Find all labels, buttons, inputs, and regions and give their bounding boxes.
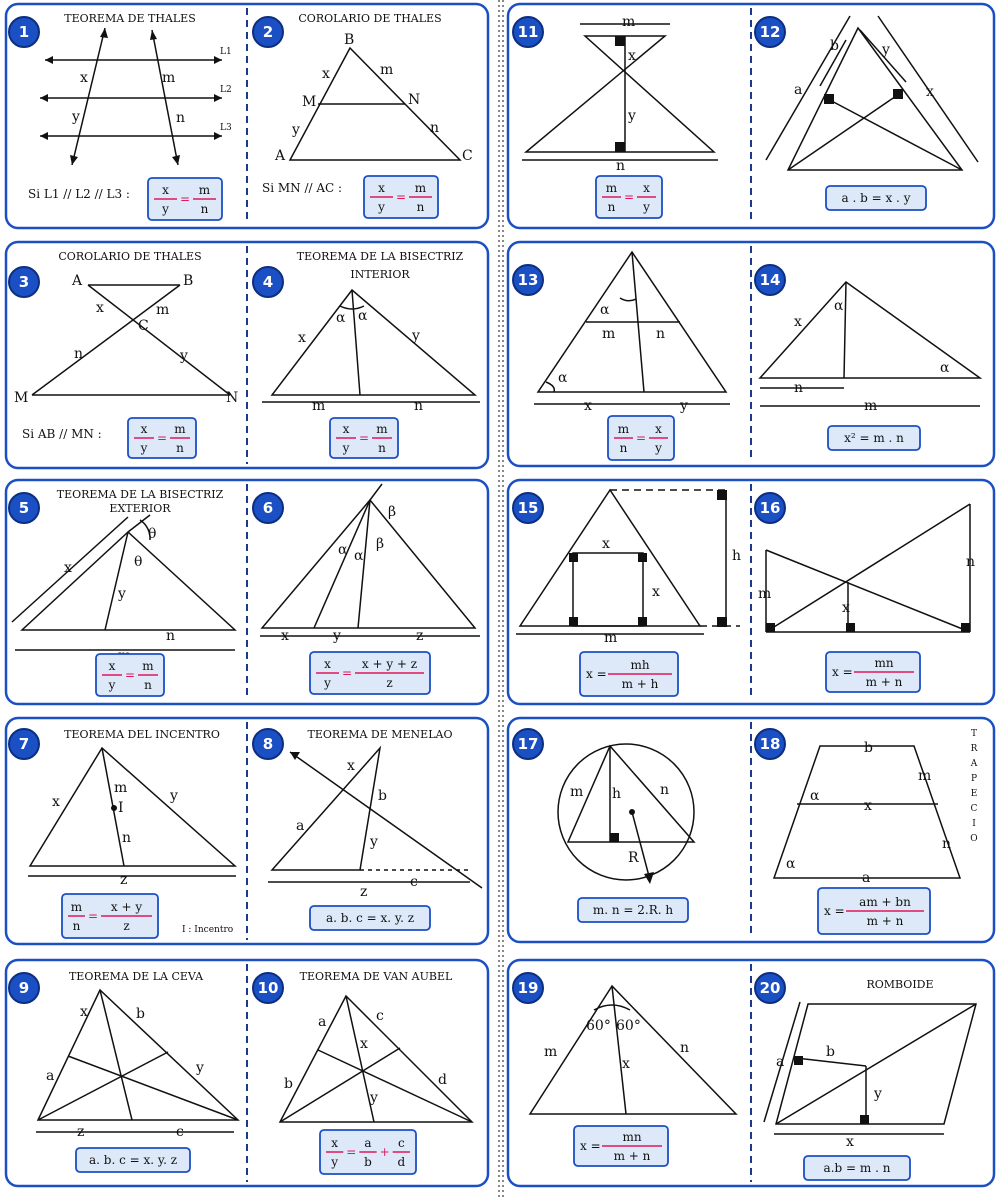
card-5-title-line2: EXTERIOR [109,502,171,515]
card-20-title: ROMBOIDE [866,978,934,991]
card-17 [558,744,694,884]
card-11 [522,14,718,174]
formula-lhs: x = [824,904,845,918]
card-6 [260,484,480,644]
formula-numerator: m [414,181,427,195]
formula-denominator: n [200,202,209,216]
card-3-label: m [156,302,170,318]
formula-box [608,416,674,460]
card-19 [530,986,736,1114]
formula-denominator: y [643,200,650,214]
card-16-label: x [842,600,850,616]
card-17-label: m [570,784,584,800]
formula-numerator: m [605,181,618,195]
card-2-label: N [408,92,421,108]
formula-box [826,186,926,210]
card-20-label: y [874,1086,882,1102]
card-14-label: m [864,398,878,414]
formula-operator: = [87,909,99,923]
card-3-label: n [74,346,84,362]
card-12-label: x [926,84,934,100]
card-13-label: m [602,326,616,342]
trapecio-letter: C [970,804,978,814]
card-13-label: y [680,398,688,414]
card-18-label: m [918,768,932,784]
card-5-label: x [64,560,72,576]
formula-lhs: x = [580,1139,601,1153]
formula-operator: = [358,431,370,445]
card-11-label: m [622,14,636,30]
card-2-label: A [275,148,286,164]
card-15-label: h [732,548,742,564]
formula-box [128,418,196,458]
formula-text: a. b. c = x. y. z [325,911,415,925]
card-9-label: c [176,1124,184,1140]
card-18-label: x [864,798,872,814]
card-11-label: y [628,108,636,124]
formula-text: a. b. c = x. y. z [88,1153,178,1167]
card-20-label: a [776,1054,785,1070]
card-number: 6 [262,499,274,517]
card-number: 12 [759,23,781,41]
card-12-label: y [882,42,890,58]
formula-operator: = [346,1145,357,1159]
card-5-label: y [118,586,126,602]
card-14-label: α [940,360,950,376]
formula-box [804,1156,910,1180]
card-2-label: C [462,148,473,164]
card-17-label: h [612,786,622,802]
card-7-label: x [52,794,60,810]
formula-numerator: am + bn [859,895,911,909]
formula-denominator: n [144,678,152,692]
formula-denominator: y [342,441,350,455]
card-6-label: β [376,536,385,552]
card-18-label: n [942,836,952,852]
card-9-label: a [46,1068,55,1084]
card-number: 1 [18,23,30,41]
card-16-label: m [758,586,772,602]
formula-box [76,1148,190,1172]
formula-numerator: x + y + z [361,657,418,671]
formula-operator: = [395,190,407,204]
card-8-title: TEOREMA DE MENELAO [307,728,453,741]
trapecio-letter: P [970,774,978,784]
formula-lhs: x = [586,667,607,681]
formula-denominator: z [123,919,130,933]
trapecio-letter: T [970,729,978,739]
card-10-label: d [438,1072,447,1088]
card-9-title: TEOREMA DE LA CEVA [68,970,204,983]
formula-numerator: x [162,183,169,197]
card-13 [534,252,730,414]
card-4-title-line2: INTERIOR [350,268,410,281]
trapecio-letter: I [972,819,976,829]
formula-denominator: y [162,202,169,216]
card-7-label: n [122,830,132,846]
card-4-label: n [414,398,424,414]
card-3-label: M [14,390,29,406]
card-14-label: x [794,314,802,330]
card-4-label: x [298,330,306,346]
formula-numerator: x [108,659,116,673]
card-7-label: z [120,872,128,888]
card-6-label: z [416,628,424,644]
card-7-note: I : Incentro [182,925,234,935]
card-3-condition: Si AB // MN : [22,427,102,441]
formula-denominator: n [72,919,81,933]
card-2-label: m [380,62,394,78]
card-number: 14 [759,271,781,289]
card-number: 3 [18,273,30,291]
card-16 [758,504,975,632]
card-number: 19 [517,979,539,997]
formula-numerator: x [331,1136,339,1150]
card-number: 11 [517,23,539,41]
card-13-label: n [656,326,666,342]
formula-operator: + [379,1145,390,1159]
formula-numerator: m [174,422,186,436]
card-6-label: β [388,504,397,520]
card-10-label: b [284,1076,293,1092]
formula-box [62,894,158,938]
formula-box [320,1130,416,1174]
card-4-label: α [336,310,346,326]
card-7-label: I [118,800,124,816]
formula-text: a . b = x . y [841,191,911,205]
card-18 [774,729,978,886]
card-5-label: n [166,628,176,644]
formula-box [596,176,662,218]
card-10-title: TEOREMA DE VAN AUBEL [299,970,453,983]
card-19-label: 60° [616,1018,641,1034]
formula-box [96,654,164,696]
card-10-label: c [376,1008,384,1024]
formula-numerator: mh [630,658,650,672]
card-20-label: b [826,1044,835,1060]
card-18-side-label [970,729,978,844]
card-number: 17 [517,735,539,753]
formula-box [580,652,678,696]
formula-denominator: y [378,200,385,214]
card-9-label: x [80,1004,88,1020]
formula-numerator: x [342,422,350,436]
card-number: 18 [759,735,781,753]
card-10-label: a [318,1014,327,1030]
formula-denominator: m + n [865,675,903,689]
card-2-label: n [430,120,440,136]
card-number: 5 [18,499,30,517]
card-8-label: a [296,818,305,834]
card-8-label: b [378,788,387,804]
card-19-label: 60° [586,1018,611,1034]
card-7-title: TEOREMA DEL INCENTRO [64,728,220,741]
formula-numerator: mn [874,656,894,670]
card-19-label: n [680,1040,690,1056]
card-11-label: n [616,158,626,174]
trapecio-letter: R [970,744,978,754]
formula-operator: = [623,190,635,204]
formula-denominator: m + n [866,914,904,928]
card-9-label: y [196,1060,204,1076]
card-20 [764,978,976,1150]
formula-box [310,906,430,930]
card-13-label: x [584,398,592,414]
formula-operator: = [156,431,168,445]
card-5-label: θ [134,554,143,570]
formula-denominator: n [378,441,386,455]
card-3-label: y [180,348,188,364]
card-18-label: α [786,856,796,872]
formula-box [574,1126,668,1166]
formula-operator: = [635,431,647,445]
card-9-label: b [136,1006,145,1022]
card-2-label: y [292,122,300,138]
card-6-label: α [354,548,364,564]
formula-operator: = [179,192,191,206]
card-number: 15 [517,499,539,517]
card-18-label: α [810,788,820,804]
card-2-label: M [302,94,317,110]
formula-numerator: m [142,659,154,673]
formula-numerator: x [140,422,148,436]
card-5-label: θ [148,526,157,542]
formula-numerator: x [324,657,331,671]
card-2-title: COROLARIO DE THALES [298,12,442,25]
card-12-label: a [794,82,803,98]
card-4 [262,250,480,414]
card-1-label: L1 [220,47,232,57]
card-number: 13 [517,271,539,289]
formula-text: a.b = m . n [823,1161,891,1175]
card-1-title: TEOREMA DE THALES [64,12,196,25]
card-19-label: x [622,1056,630,1072]
formula-operator: = [124,668,136,682]
card-8-label: c [410,874,418,890]
formula-denominator: y [655,441,662,455]
card-1-label: m [162,70,176,86]
formula-denominator: n [176,441,184,455]
formula-numerator: c [397,1136,405,1150]
formula-denominator: y [108,678,116,692]
formula-denominator: z [386,676,393,690]
trapecio-letter: E [970,789,978,799]
card-10-label: y [370,1090,378,1106]
card-number: 9 [18,979,30,997]
card-13-label: α [558,370,568,386]
card-3-label: C [138,318,149,334]
formula-denominator: b [364,1155,372,1169]
card-20-label: x [846,1134,854,1150]
formula-box [310,652,430,694]
card-13-label: α [600,302,610,318]
formula-denominator: n [619,441,628,455]
card-1-condition: Si L1 // L2 // L3 : [28,187,130,201]
formula-numerator: x + y [110,900,143,914]
formula-denominator: y [331,1155,339,1169]
card-5 [12,488,235,664]
formula-numerator: m [198,183,211,197]
card-18-label: b [864,740,873,756]
card-15-label: m [604,630,618,646]
card-2 [262,12,473,195]
card-6-label: α [338,542,348,558]
formula-numerator: m [376,422,388,436]
formula-numerator: m [70,900,83,914]
card-17-label: n [660,782,670,798]
card-12-label: b [830,38,839,54]
card-6-label: y [333,628,341,644]
formula-box [148,178,222,220]
formula-box [818,888,930,934]
card-1 [28,12,232,201]
formula-text: m. n = 2.R. h [592,903,674,917]
card-1-label: n [176,110,186,126]
card-4-label: y [412,328,420,344]
card-14-label: α [834,298,844,314]
card-2-condition: Si MN // AC : [262,181,343,195]
formula-denominator: y [140,441,148,455]
card-1-label: L3 [220,123,232,133]
formula-denominator: d [397,1155,406,1169]
card-8-label: y [370,834,378,850]
card-18-label: a [862,870,871,886]
formula-numerator: m [617,422,630,436]
card-16-label: n [966,554,976,570]
card-3-label: B [183,273,194,289]
formula-text: x² = m . n [844,431,904,445]
formula-numerator: x [655,422,662,436]
card-9-label: z [77,1124,85,1140]
formula-box [330,418,398,458]
card-number: 8 [262,735,274,753]
card-5-title: TEOREMA DE LA BISECTRIZ [56,488,224,501]
formula-box [828,426,920,450]
card-number: 10 [257,979,279,997]
formula-numerator: x [378,181,385,195]
card-15 [516,490,741,646]
formula-denominator: m + n [613,1149,651,1163]
card-4-label: α [358,308,368,324]
card-19-label: m [544,1044,558,1060]
card-10 [280,970,472,1122]
card-14-label: n [794,380,804,396]
formula-denominator: m + h [621,677,659,691]
card-3-label: A [72,273,83,289]
card-8-label: x [347,758,355,774]
card-number: 20 [759,979,781,997]
card-15-label: x [652,584,660,600]
formula-box [364,176,438,218]
card-number: 7 [18,735,30,753]
formula-denominator: y [324,676,331,690]
formula-lhs: x = [832,665,853,679]
card-number: 4 [262,273,274,291]
formula-denominator: n [416,200,425,214]
card-3 [14,250,238,441]
card-14 [760,282,980,414]
trapecio-letter: A [970,759,978,769]
trapecio-letter: O [970,834,978,844]
card-8 [268,728,482,900]
card-3-title: COROLARIO DE THALES [58,250,202,263]
card-8-label: z [360,884,368,900]
card-10-label: x [360,1036,368,1052]
card-7-label: y [170,788,178,804]
formula-operator: = [341,666,353,680]
formula-numerator: a [364,1136,372,1150]
card-1-label: L2 [220,85,232,95]
card-11-label: x [628,48,636,64]
card-12 [766,16,978,170]
formula-box [578,898,688,922]
card-17-label: R [628,850,639,866]
card-15-label: x [602,536,610,552]
card-4-label: m [312,398,326,414]
card-4-title: TEOREMA DE LA BISECTRIZ [296,250,464,263]
card-number: 2 [262,23,274,41]
card-7-label: m [114,780,128,796]
card-1-label: y [72,109,80,125]
card-1-label: x [80,70,88,86]
card-2-label: B [344,32,355,48]
card-6-label: x [281,628,289,644]
formula-numerator: mn [622,1130,642,1144]
card-number: 16 [759,499,781,517]
card-3-label: N [226,390,239,406]
formula-box [826,652,920,692]
card-9 [36,970,238,1140]
card-2-label: x [322,66,330,82]
card-3-label: x [96,300,104,316]
formula-denominator: n [607,200,616,214]
formula-numerator: x [643,181,650,195]
